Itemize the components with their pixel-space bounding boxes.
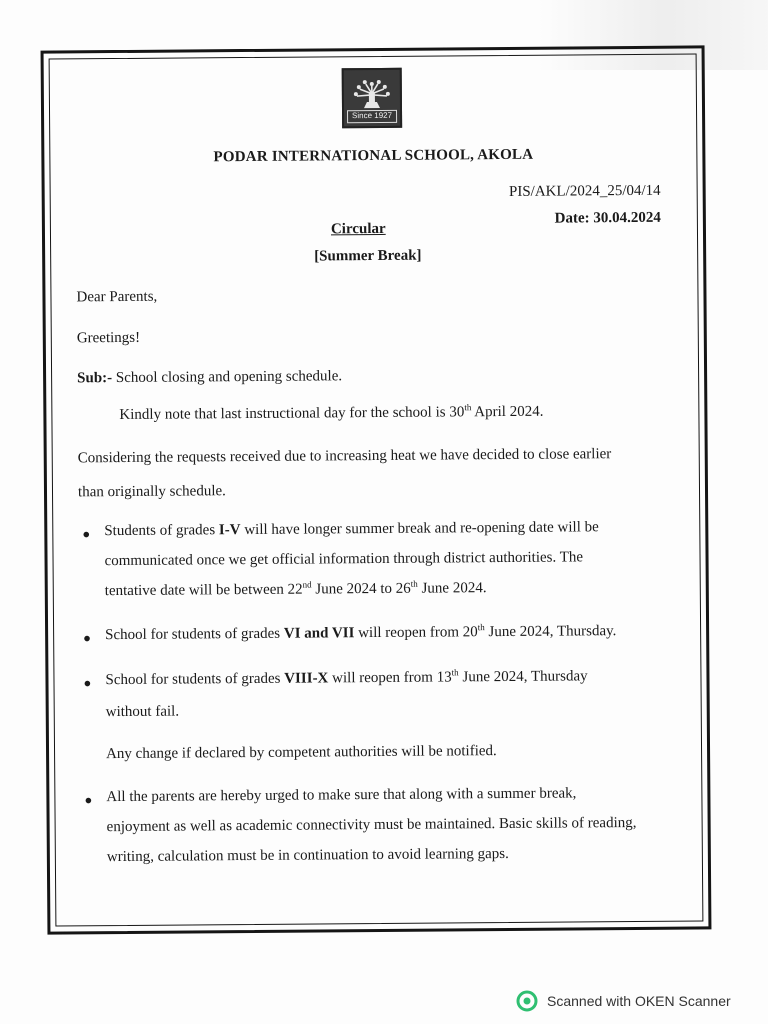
considering-line-2: than originally schedule. xyxy=(77,483,226,501)
considering-line-1: Considering the requests received due to increasing heat we have decided to close earlier xyxy=(77,446,612,467)
last-day-note-text: Kindly note that last instructional day for the school is 30 xyxy=(119,404,465,424)
bullet3-end: June 2024, Thursday xyxy=(458,668,588,686)
bullet2-mid: will reopen from 20 xyxy=(354,624,478,642)
oken-scanner-logo-icon xyxy=(516,990,538,1012)
scanner-text: Scanned with OKEN Scanner xyxy=(547,993,731,1009)
bullet1-text: Students of grades xyxy=(104,522,219,540)
subject-text: School closing and opening schedule. xyxy=(112,368,343,387)
bullet1-l3-end: June 2024. xyxy=(417,580,487,597)
school-name: PODAR INTERNATIONAL SCHOOL, AKOLA xyxy=(213,146,534,166)
bullet1-line-2: communicated once we get official information through district authorities. The xyxy=(104,549,584,570)
bullet4-line-3: writing, calculation must be in continuation to avoid learning gaps. xyxy=(106,845,509,866)
bullet1-grades: I-V xyxy=(218,522,241,539)
bullet4-line-2: enjoyment as well as academic connectivity must be maintained. Basic skills of reading, xyxy=(106,814,637,836)
circular-date: Date: 30.04.2024 xyxy=(554,209,661,227)
bullet-icon: ● xyxy=(84,792,93,808)
logo-caption: Since 1927 xyxy=(347,110,397,123)
bullet2-line xyxy=(105,616,617,650)
bullet-icon: ● xyxy=(83,675,92,691)
bullet3-line-2: without fail. xyxy=(105,703,180,721)
bullet3-sup: th xyxy=(451,667,459,678)
bullet2-sup: th xyxy=(477,622,485,633)
subject-line xyxy=(77,361,342,393)
greeting: Greetings! xyxy=(76,329,141,347)
bullet3-text: School for students of grades xyxy=(105,670,285,689)
last-day-note xyxy=(119,397,543,430)
bullet1-text-end: will have longer summer break and re-opening date will be xyxy=(240,519,599,539)
bullet-icon: ● xyxy=(82,526,91,542)
subject-label: Sub:- xyxy=(77,370,113,387)
circular-document xyxy=(49,55,704,926)
bullet1-l3-mid: June 2024 to 26 xyxy=(311,580,411,598)
bullet3-mid: will reopen from 13 xyxy=(328,669,452,687)
last-day-note-sup: th xyxy=(464,402,472,413)
salutation: Dear Parents, xyxy=(76,288,158,306)
bullet1-line-3 xyxy=(105,573,487,606)
circular-title: Circular xyxy=(330,220,386,238)
bullet1-l3-sup1: nd xyxy=(302,579,312,590)
bullet1-l3-text: tentative date will be between 22 xyxy=(104,581,303,600)
bullet1-line-1 xyxy=(104,512,599,546)
scanner-watermark xyxy=(516,990,731,1012)
bullet2-grades: VI and VII xyxy=(283,625,355,642)
bullet3-grades: VIII-X xyxy=(284,670,329,687)
circular-subtitle: [Summer Break] xyxy=(314,247,422,265)
bullet1-l3-sup2: th xyxy=(410,578,418,589)
school-logo xyxy=(342,68,402,128)
bullet2-text: School for students of grades xyxy=(105,625,284,644)
bullet3-line-1 xyxy=(105,661,587,695)
reference-number: PIS/AKL/2024_25/04/14 xyxy=(508,182,661,200)
bullet-icon: ● xyxy=(83,630,92,646)
bullet4-line-1: All the parents are hereby urged to make sure that along with a summer break, xyxy=(106,785,577,806)
last-day-note-end: April 2024. xyxy=(471,403,544,421)
change-notice: Any change if declared by competent authorities will be notified. xyxy=(105,743,497,763)
bullet2-end: June 2024, Thursday. xyxy=(484,623,617,641)
